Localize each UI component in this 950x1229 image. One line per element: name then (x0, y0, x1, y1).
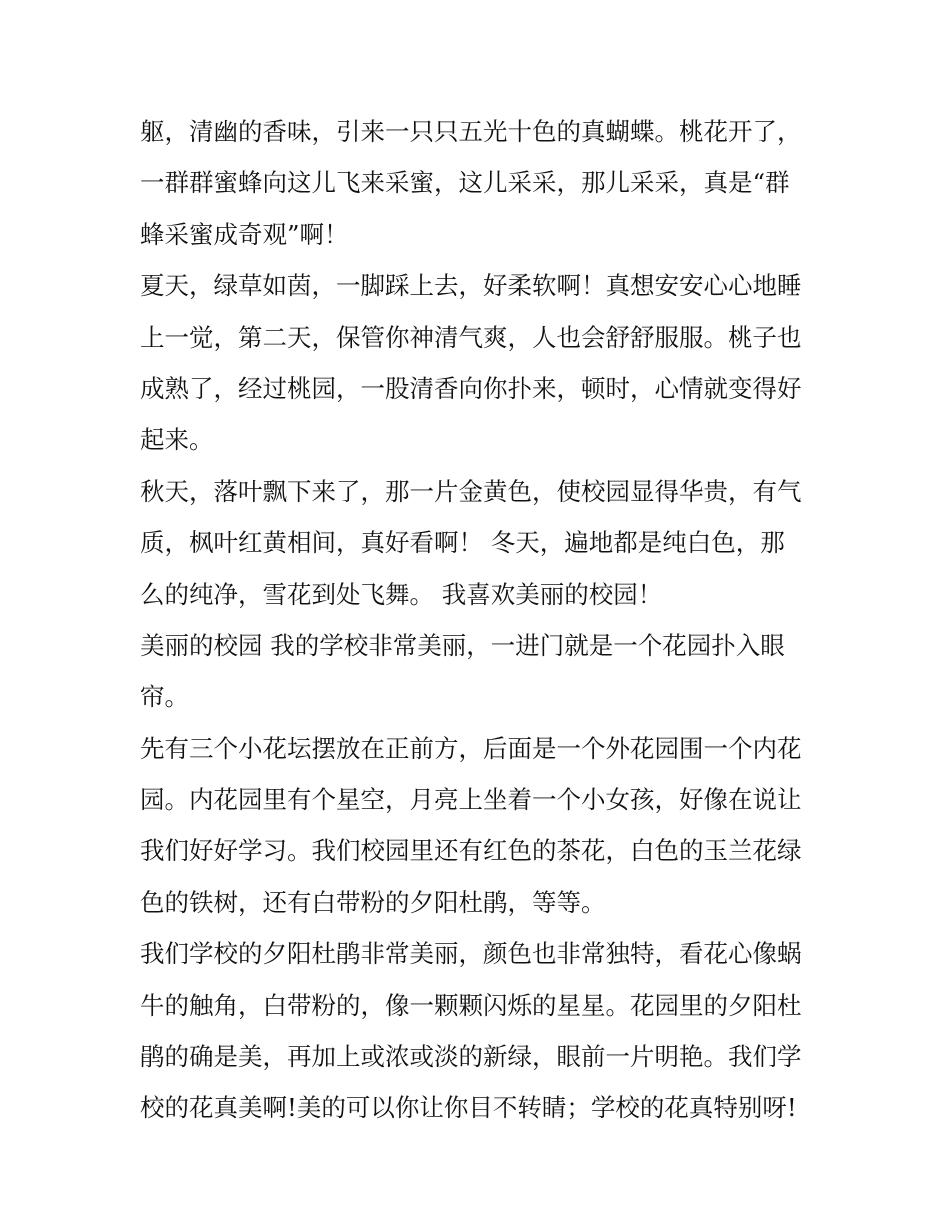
text-line: 质，枫叶红黄相间，真好看啊！ 冬天，遍地都是纯白色，那 (140, 528, 785, 558)
paragraph-summer (140, 260, 816, 466)
text-line: 园。内花园里有个星空，月亮上坐着一个小女孩，好像在说让 (140, 785, 802, 815)
text-line: 躯，清幽的香味，引来一只只五光十色的真蝴蝶。桃花开了， (140, 117, 802, 146)
text-line: 秋天，落叶飘下来了，那一片金黄色，使校园显得华贵，有气 (140, 476, 802, 506)
text-line: 帘。 (140, 682, 189, 712)
text-line: 上一觉，第二天，保管你神清气爽，人也会舒舒服服。桃子也 (140, 322, 802, 352)
text-line: 校的花真美啊!美的可以你让你目不转睛；学校的花真特别呀! (140, 1093, 797, 1123)
text-line: 夏天，绿草如茵，一脚踩上去，好柔软啊！真想安安心心地睡 (140, 271, 802, 301)
paragraph-spring-continued (140, 106, 816, 260)
text-line: 先有三个小花坛摆放在正前方，后面是一个外花园围一个内花 (140, 733, 802, 763)
text-line: 鹃的确是美，再加上或浓或淡的新绿，眼前一片明艳。我们学 (140, 1042, 802, 1072)
text-line: 成熟了，经过桃园，一股清香向你扑来，顿时，心情就变得好 (140, 373, 802, 403)
text-line: 么的纯净，雪花到处飞舞。 我喜欢美丽的校园！ (140, 579, 663, 609)
text-line: 美丽的校园 我的学校非常美丽，一进门就是一个花园扑入眼 (140, 630, 785, 660)
document-body (140, 106, 816, 1134)
paragraph-azalea (140, 928, 816, 1134)
text-line: 一群群蜜蜂向这儿飞来采蜜，这儿采采，那儿采采，真是“群 (140, 168, 790, 198)
text-line: 我们好好学习。我们校园里还有红色的茶花，白色的玉兰花绿 (140, 836, 802, 866)
paragraph-autumn-winter (140, 466, 816, 620)
text-line: 我们学校的夕阳杜鹃非常美丽，颜色也非常独特，看花心像蜗 (140, 939, 802, 969)
text-line: 色的铁树，还有白带粉的夕阳杜鹃，等等。 (140, 887, 606, 917)
text-line: 起来。 (140, 425, 214, 455)
text-line: 蜂采蜜成奇观”啊！ (140, 219, 349, 249)
paragraph-garden (140, 723, 816, 929)
paragraph-beautiful-campus (140, 620, 816, 723)
text-line: 牛的触角，白带粉的，像一颗颗闪烁的星星。花园里的夕阳杜 (140, 990, 802, 1020)
